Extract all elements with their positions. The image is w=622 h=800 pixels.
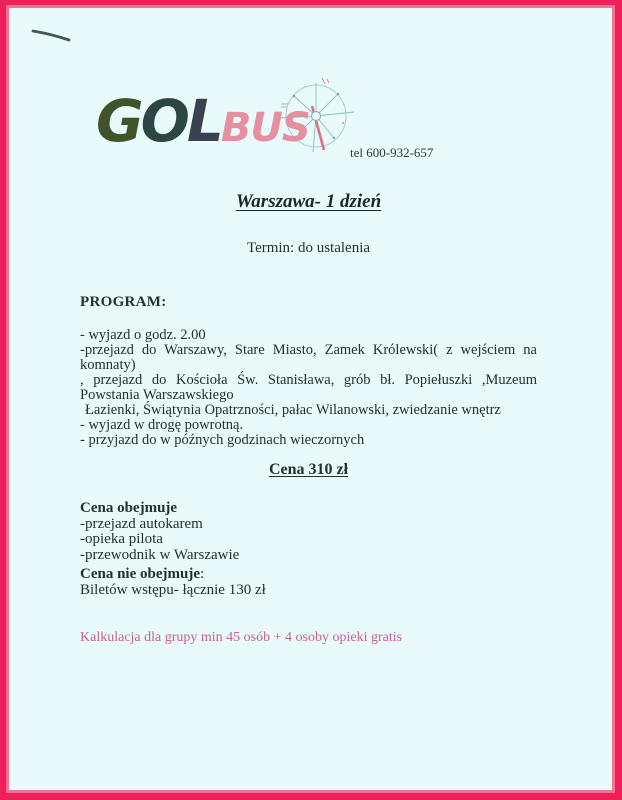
program-item: - wyjazd o godz. 2.00 bbox=[80, 327, 206, 343]
phone-number: tel 600-932-657 bbox=[350, 145, 434, 160]
includes-heading: Cena obejmuje bbox=[80, 500, 178, 516]
program-heading: PROGRAM: bbox=[80, 294, 167, 310]
program-item: -przejazd do Warszawy, Stare Miasto, Zamek Królewski( z wejściem na bbox=[80, 342, 537, 358]
footer-note: Kalkulacja dla grupy min 45 osób + 4 osoby opieki gratis bbox=[80, 630, 403, 645]
program-item: , przejazd do Kościoła Św. Stanisława, grób bł. Popiełuszki ,Muzeum bbox=[80, 372, 537, 388]
excludes-note: Biletów wstępu- łącznie 130 zł bbox=[80, 582, 266, 598]
price-heading: Cena 310 zł bbox=[268, 461, 349, 478]
logo-gol-text bbox=[96, 87, 221, 155]
excludes-heading: Cena nie obejmuje bbox=[80, 566, 200, 582]
includes-list bbox=[80, 517, 537, 564]
logo-bus-text: BUS bbox=[220, 105, 310, 151]
program-item: - wyjazd w drogę powrotną. bbox=[80, 417, 244, 433]
includes-item: -opieka pilota bbox=[80, 531, 163, 547]
excludes-heading-colon: : bbox=[200, 566, 205, 582]
pen-mark bbox=[29, 26, 79, 48]
program-item: Powstania Warszawskiego bbox=[80, 387, 234, 403]
logo-letter: L bbox=[186, 87, 221, 155]
program-item: komnaty) bbox=[80, 357, 136, 373]
document-page bbox=[9, 8, 612, 790]
logo-letter: O bbox=[140, 87, 187, 155]
program-item: Łazienki, Świątynia Opatrzności, pałac Wilanowski, zwiedzanie wnętrz bbox=[85, 402, 501, 418]
page-title: Warszawa- 1 dzień bbox=[235, 191, 382, 212]
subtitle-termin: Termin: do ustalenia bbox=[246, 240, 371, 256]
price-excludes-block bbox=[80, 566, 537, 598]
price-includes-block bbox=[80, 501, 537, 563]
logo bbox=[96, 87, 310, 155]
logo-letter: G bbox=[96, 87, 141, 155]
excludes-heading-line bbox=[80, 566, 537, 582]
includes-item: -przewodnik w Warszawie bbox=[80, 546, 240, 563]
program-list bbox=[80, 328, 537, 448]
includes-item: -przejazd autokarem bbox=[80, 515, 203, 532]
program-item: - przyjazd do w późnych godzinach wieczornych bbox=[80, 432, 365, 448]
